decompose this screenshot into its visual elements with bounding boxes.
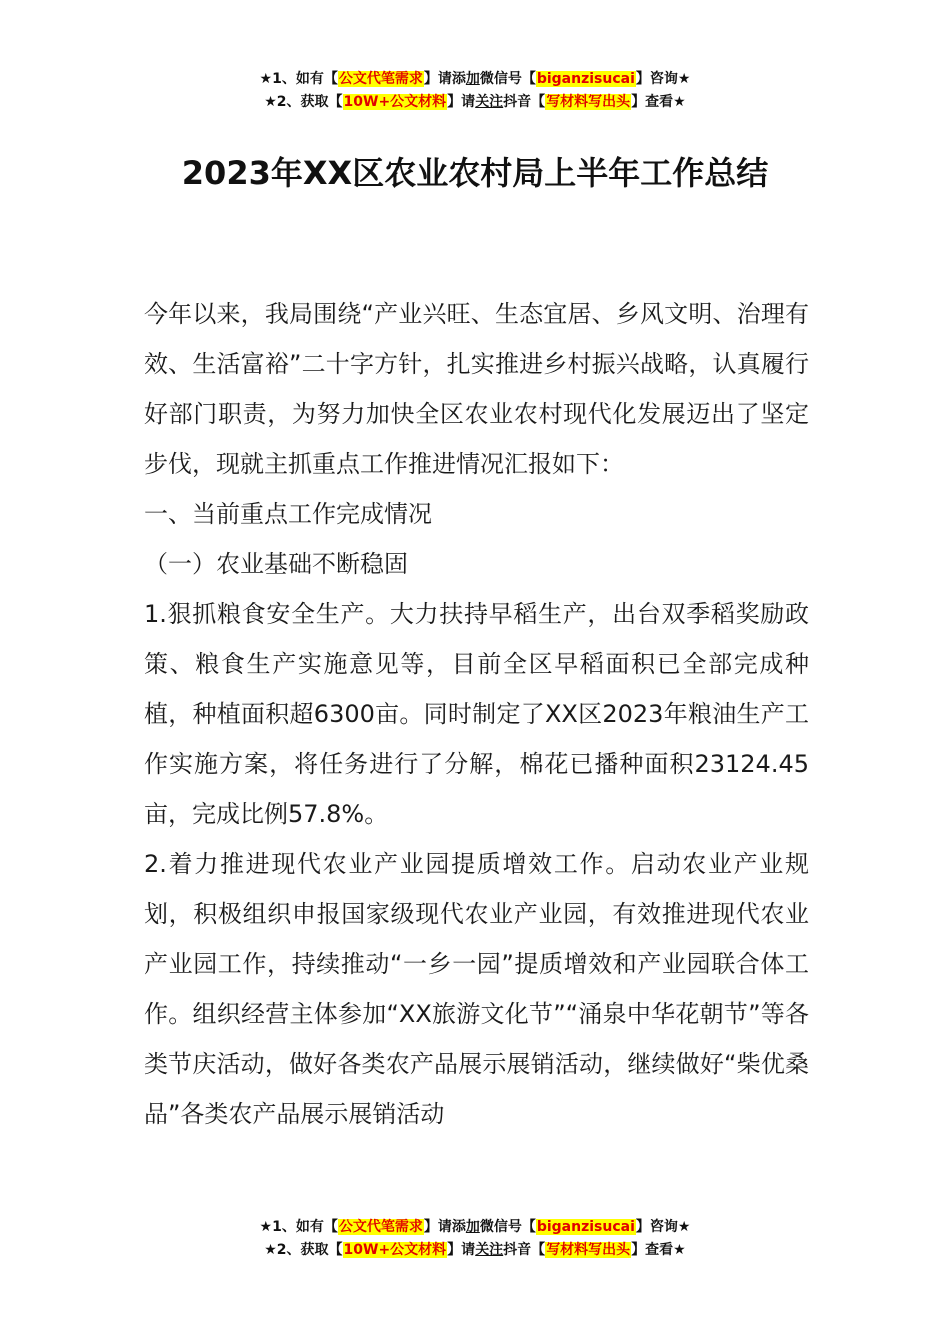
header-banner: [0, 68, 950, 114]
banner-line-2: ★2、获取【10W+公文材料】请关注抖音【写材料写出头】查看★: [264, 94, 686, 110]
banner-highlight: 公文代笔需求: [338, 1219, 423, 1235]
footer-banner: [0, 1216, 950, 1262]
banner-highlight: 写材料写出头: [546, 94, 631, 110]
subsection-heading: （一）农业基础不断稳固: [144, 550, 408, 578]
banner-highlight: 写材料写出头: [546, 1242, 631, 1258]
paragraph-item-2: 2.着力推进现代农业产业园提质增效工作。启动农业产业规划，积极组织申报国家级现代农业产业园，有效推进现代农业产业园工作，持续推动“一乡一园”提质增效和产业园联合体工作。组织经营主体参加“XX旅游文化节”“涌泉中华花朝节”等各类节庆活动，做好各类农产品展示展销活动，继续做好“柴优桑品”各类农产品展示展销活动: [144, 850, 809, 1128]
document-title: 2023年XX区农业农村局上半年工作总结: [181, 154, 769, 192]
banner-highlight: biganzisucai: [536, 1219, 635, 1235]
banner-highlight: 10W+公文材料: [343, 1242, 447, 1258]
banner-highlight: biganzisucai: [536, 71, 635, 87]
banner-highlight: 公文代笔需求: [338, 71, 423, 87]
section-heading: 一、当前重点工作完成情况: [144, 500, 432, 528]
banner-highlight: 10W+公文材料: [343, 94, 447, 110]
paragraph-item-1: 1.狠抓粮食安全生产。大力扶持早稻生产，出台双季稻奖励政策、粮食生产实施意见等，目前全区早稻面积已全部完成种植，种植面积超6300亩。同时制定了XX区2023年粮油生产工作实施方案，将任务进行了分解，棉花已播种面积23124.45亩，完成比例57.8%。: [144, 600, 809, 828]
banner-line-1: ★1、如有【公文代笔需求】请添加微信号【biganzisucai】咨询★: [259, 1219, 691, 1235]
paragraph-intro: 今年以来，我局围绕“产业兴旺、生态宜居、乡风文明、治理有效、生活富裕”二十字方针，扎实推进乡村振兴战略，认真履行好部门职责，为努力加快全区农业农村现代化发展迈出了坚定步伐，现就主抓重点工作推进情况汇报如下：: [144, 300, 809, 478]
document-body: [144, 289, 809, 1139]
banner-line-2: ★2、获取【10W+公文材料】请关注抖音【写材料写出头】查看★: [264, 1242, 686, 1258]
banner-line-1: ★1、如有【公文代笔需求】请添加微信号【biganzisucai】咨询★: [259, 71, 691, 87]
